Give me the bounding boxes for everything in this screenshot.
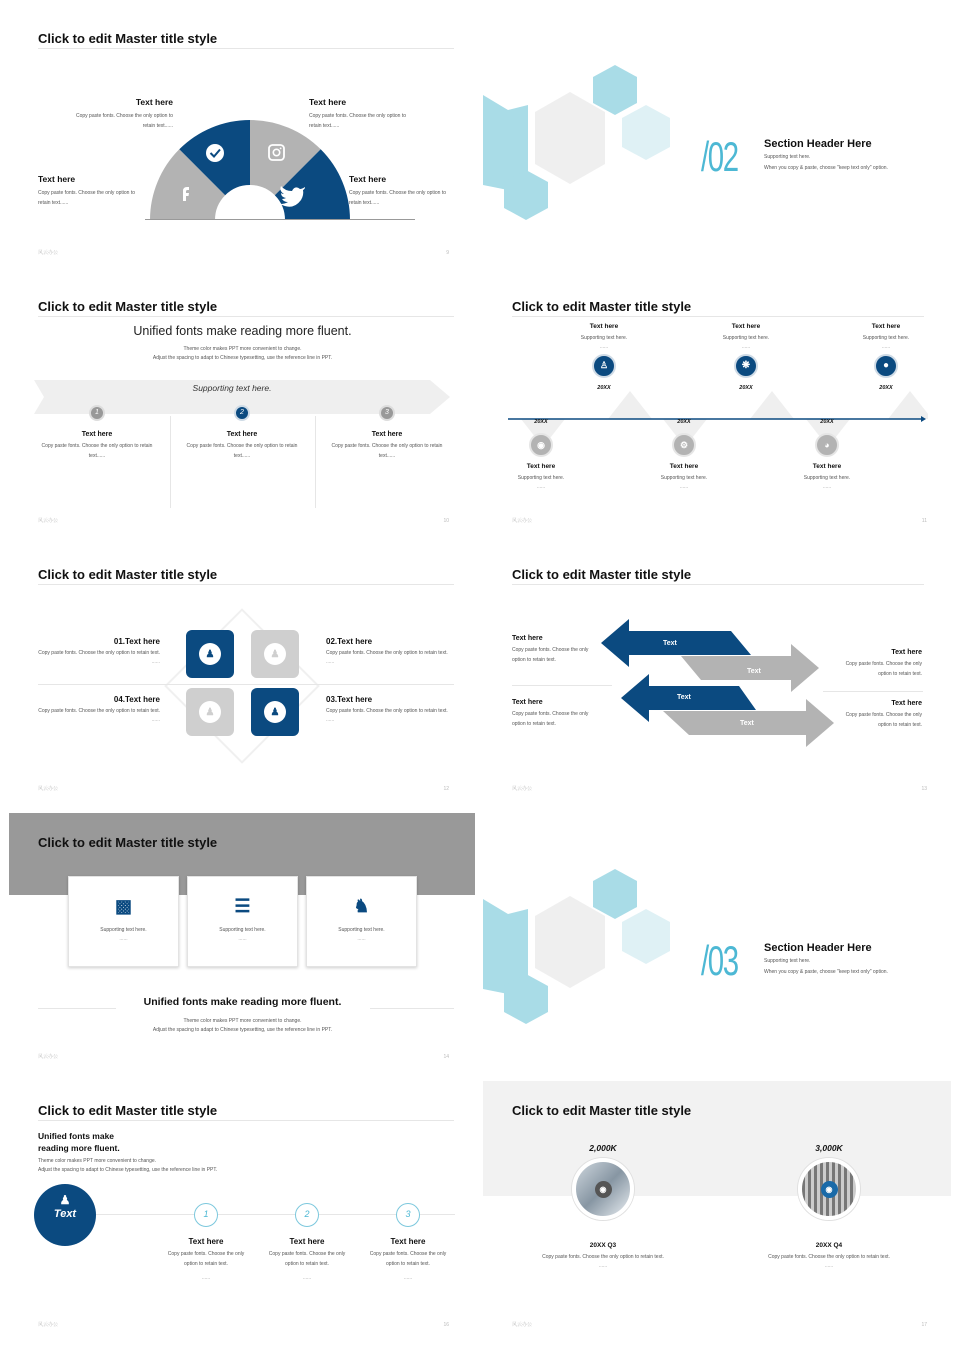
step-desc: Copy paste fonts. Choose the only option to retain text...... [186, 443, 298, 459]
timeline-top-2 [711, 323, 781, 391]
location-pin-icon: ◉ [821, 1181, 838, 1198]
footer-logo: 风云办公 [38, 250, 59, 256]
item-desc: Copy paste fonts. Choose the only option to retain text. [845, 712, 922, 728]
timeline-bottom-2 [649, 419, 719, 490]
page-number: 11 [921, 518, 927, 524]
item-01 [38, 637, 160, 665]
step-number-badge: 1 [89, 405, 105, 421]
item-desc: Copy paste fonts. Choose the only option to retain text. [512, 711, 589, 727]
metric-period: 20XX Q4 [815, 1242, 843, 1249]
hexagon-right [622, 909, 670, 964]
hexagon-center [535, 896, 605, 988]
headline [38, 1130, 120, 1154]
metric-q3 [543, 1143, 663, 1269]
tile-04 [186, 688, 234, 736]
divider [170, 416, 171, 508]
banner-text: Supporting text here. [192, 383, 272, 393]
step-desc: Copy paste fonts. Choose the only option to retain text...... [41, 443, 153, 459]
presenter-icon: ♟ [59, 1193, 71, 1207]
item-top-right [309, 97, 414, 131]
center-divider [38, 684, 454, 685]
item-title: Text here [891, 649, 922, 656]
item-desc: Copy paste fonts. Choose the only option to retain text...... [38, 190, 136, 206]
divider [512, 685, 612, 686]
footer-logo: 风云办公 [38, 518, 59, 524]
item-title: 02.Text here [326, 637, 373, 646]
location-icon: ◉ [529, 433, 553, 457]
person-icon: ♟ [199, 643, 221, 665]
title-divider [512, 584, 924, 585]
hexagon-center [535, 92, 605, 184]
step-dots: ...... [201, 1275, 211, 1281]
item-title: Text here [812, 463, 842, 470]
page-number: 10 [443, 518, 449, 524]
timeline-bottom-3 [792, 419, 862, 490]
item-left-2 [512, 699, 602, 729]
item-desc: Copy paste fonts. Choose the only option to retain text. [845, 661, 922, 677]
subtext-2: Adjust the spacing to adapt to Chinese typesetting, use the reference line in PPT. [152, 355, 333, 361]
item-dots: ...... [151, 658, 160, 665]
page-number: 12 [443, 786, 449, 792]
arrow-label: Text [677, 694, 691, 701]
tile-02 [251, 630, 299, 678]
item-title: Text here [38, 174, 76, 184]
baseline [145, 219, 415, 220]
zigzag-up [750, 391, 794, 419]
timeline-bottom-1 [506, 419, 576, 490]
divider [38, 1008, 116, 1009]
item-dots: ...... [599, 343, 609, 350]
item-dots: ...... [536, 483, 546, 490]
item-bottom-right [349, 174, 454, 208]
subtext-2: Adjust the spacing to adapt to Chinese typesetting, use the reference line in PPT. [38, 1167, 218, 1173]
user-settings-icon: ⚙ [672, 433, 696, 457]
step-title: Text here [188, 1237, 224, 1246]
metric-desc: Copy paste fonts. Choose the only option to retain text. [768, 1254, 890, 1260]
step-number-badge: 2 [295, 1203, 319, 1227]
slide-10 [5, 273, 475, 538]
tile-01 [186, 630, 234, 678]
slide-title: Click to edit Master title style [38, 567, 218, 582]
title-divider [512, 316, 924, 317]
zigzag-up [888, 391, 928, 419]
item-right-1 [833, 649, 922, 679]
title-divider [38, 584, 454, 585]
item-desc: Copy paste fonts. Choose the only option to retain text. [38, 708, 160, 714]
item-title: Text here [871, 323, 901, 330]
item-year: 20XX [534, 419, 548, 425]
item-desc: Copy paste fonts. Choose the only option to retain text. [38, 650, 160, 656]
person-list-icon: ☰ [234, 895, 251, 916]
item-title: Text here [512, 635, 543, 642]
item-desc: Supporting text here. [862, 335, 910, 341]
item-year: 20XX [677, 419, 691, 425]
headline: Unified fonts make reading more fluent. [143, 996, 342, 1008]
item-title: Text here [309, 97, 347, 107]
slide-title: Click to edit Master title style [512, 299, 692, 314]
card-3 [306, 876, 417, 967]
item-desc: Supporting text here. [517, 475, 565, 481]
section-header-02 [483, 5, 953, 270]
card-dots: ...... [238, 935, 247, 942]
slide-9 [5, 5, 475, 270]
slide-13 [483, 541, 953, 806]
card-dots: ...... [357, 935, 366, 942]
section-number: /03 [701, 937, 738, 984]
item-title: Text here [512, 699, 543, 706]
section-sub2: When you copy & paste, choose "keep text only" option. [764, 969, 888, 975]
step-title: Text here [371, 431, 403, 438]
metric-dots: ...... [598, 1262, 608, 1269]
item-desc: Supporting text here. [660, 475, 708, 481]
card-text: Supporting text here. [219, 927, 266, 933]
arrow-label: Text [747, 668, 761, 675]
section-header-03 [483, 809, 953, 1074]
slide-17 [483, 1077, 953, 1342]
headline-line-2: reading more fluent. [38, 1143, 120, 1153]
item-03 [326, 695, 450, 723]
item-title: Text here [669, 463, 699, 470]
title-divider [38, 1120, 454, 1121]
step-desc: Copy paste fonts. Choose the only option to retain text. [167, 1251, 245, 1267]
card-dots: ...... [119, 935, 128, 942]
arrow-label: Text [663, 640, 677, 647]
subtext-2: Adjust the spacing to adapt to Chinese typesetting, use the reference line in PPT. [152, 1027, 333, 1033]
section-title: Section Header Here [764, 942, 872, 954]
org-chart-icon: ▩ [114, 895, 132, 916]
metric-dots: ...... [824, 1262, 834, 1269]
divider [823, 691, 923, 692]
subtext-1: Theme color makes PPT more convenient to change. [183, 1018, 302, 1024]
page-number: 17 [921, 1322, 927, 1328]
page-number: 16 [443, 1322, 449, 1328]
footer-logo: 风云办公 [512, 518, 533, 524]
metric-q4 [769, 1143, 889, 1269]
item-dots: ...... [326, 658, 335, 665]
step-number-badge: 2 [234, 405, 250, 421]
timeline-top-3 [851, 323, 921, 391]
item-desc: Copy paste fonts. Choose the only option to retain text. [512, 647, 589, 663]
item-title: Text here [135, 97, 173, 107]
item-title: 01.Text here [113, 637, 160, 646]
title-divider [38, 316, 454, 317]
slide-title: Click to edit Master title style [512, 1103, 692, 1118]
step-number-badge: 3 [396, 1203, 420, 1227]
building-photo [572, 1158, 634, 1220]
step-3 [365, 1203, 451, 1281]
step-2 [264, 1203, 350, 1281]
card-2 [187, 876, 298, 967]
check-icon [206, 144, 224, 162]
page-number: 9 [446, 250, 449, 256]
hierarchy-icon: ♞ [353, 895, 370, 916]
slide-title: Click to edit Master title style [512, 567, 692, 582]
section-title: Section Header Here [764, 138, 872, 150]
step-2 [179, 405, 305, 461]
item-desc: Copy paste fonts. Choose the only option to retain text. [326, 650, 448, 656]
headline-line-1: Unified fonts make [38, 1131, 115, 1141]
item-right-2 [833, 700, 922, 730]
slide-11 [483, 273, 953, 538]
item-title: Text here [891, 700, 922, 707]
hexagon-top [593, 869, 637, 919]
hexagon-cluster [483, 60, 683, 230]
slide-title: Click to edit Master title style [38, 299, 218, 314]
item-desc: Copy paste fonts. Choose the only option to retain text...... [349, 190, 447, 206]
section-sub1: Supporting text here. [764, 154, 811, 160]
item-year: 20XX [597, 384, 611, 391]
step-title: Text here [289, 1237, 325, 1246]
hexagon-right [622, 105, 670, 160]
text-badge [34, 1184, 96, 1246]
gauge-icon: ◕ [815, 433, 839, 457]
title-divider [38, 48, 454, 49]
section-sub2: When you copy & paste, choose "keep text only" option. [764, 165, 888, 171]
slide-16 [5, 1077, 475, 1342]
divider [370, 1008, 454, 1009]
divider [315, 416, 316, 508]
zigzag-up [608, 391, 652, 419]
globe-icon: ● [874, 354, 898, 378]
card-1 [68, 876, 179, 967]
slide-14 [5, 809, 475, 1074]
tile-03 [251, 688, 299, 736]
timeline-top-1 [569, 323, 639, 391]
item-dots: ...... [151, 716, 160, 723]
item-bottom-left [38, 174, 138, 208]
footer-logo: 风云办公 [38, 1322, 59, 1328]
person-icon: ♟ [199, 701, 221, 723]
item-desc: Supporting text here. [580, 335, 628, 341]
slide-title: Click to edit Master title style [38, 1103, 218, 1118]
slide-title: Click to edit Master title style [38, 835, 218, 850]
step-title: Text here [81, 431, 113, 438]
step-desc: Copy paste fonts. Choose the only option to retain text. [369, 1251, 447, 1267]
hexagon-cluster [483, 864, 683, 1034]
metric-period: 20XX Q3 [589, 1242, 617, 1249]
step-number-badge: 3 [379, 405, 395, 421]
footer-logo: 风云办公 [512, 786, 533, 792]
item-desc: Supporting text here. [722, 335, 770, 341]
arrows-diagram [601, 616, 841, 751]
badge-label: Text [53, 1208, 77, 1220]
page-number: 13 [921, 786, 927, 792]
item-title: Text here [589, 323, 619, 330]
headline: Unified fonts make reading more fluent. [133, 324, 352, 338]
slide-12 [5, 541, 475, 806]
item-dots: ...... [326, 716, 335, 723]
step-1 [163, 1203, 249, 1281]
item-desc: Copy paste fonts. Choose the only option to retain text. [326, 708, 448, 714]
step-3 [324, 405, 450, 461]
subtext-1: Theme color makes PPT more convenient to change. [183, 346, 302, 352]
arrow-label: Text [740, 720, 754, 727]
step-title: Text here [390, 1237, 426, 1246]
subtext-1: Theme color makes PPT more convenient to change. [38, 1158, 157, 1164]
item-desc: Copy paste fonts. Choose the only option to retain text...... [75, 113, 173, 129]
metric-value: 3,000K [815, 1143, 843, 1153]
city-photo [798, 1158, 860, 1220]
footer-logo: 风云办公 [512, 1322, 533, 1328]
section-sub1: Supporting text here. [764, 958, 811, 964]
page-number: 14 [443, 1054, 449, 1060]
footer-logo: 风云办公 [38, 786, 59, 792]
step-title: Text here [226, 431, 258, 438]
item-title: Text here [526, 463, 556, 470]
metric-value: 2,000K [589, 1143, 617, 1153]
step-dots: ...... [403, 1275, 413, 1281]
card-text: Supporting text here. [100, 927, 147, 933]
step-desc: Copy paste fonts. Choose the only option to retain text...... [331, 443, 443, 459]
item-title: Text here [349, 174, 387, 184]
item-dots: ...... [822, 483, 832, 490]
item-04 [38, 695, 160, 723]
item-year: 20XX [820, 419, 834, 425]
item-top-left [65, 97, 173, 131]
item-dots: ...... [741, 343, 751, 350]
item-title: Text here [731, 323, 761, 330]
person-icon: ♟ [264, 643, 286, 665]
item-desc: Supporting text here. [803, 475, 851, 481]
item-title: 04.Text here [113, 695, 160, 704]
card-text: Supporting text here. [338, 927, 385, 933]
item-02 [326, 637, 450, 665]
footer-logo: 风云办公 [38, 1054, 59, 1060]
hexagon-top [593, 65, 637, 115]
item-desc: Copy paste fonts. Choose the only option to retain text...... [309, 113, 407, 129]
item-year: 20XX [739, 384, 753, 391]
item-left-1 [512, 635, 602, 665]
slide-title: Click to edit Master title style [38, 31, 218, 46]
step-number-badge: 1 [194, 1203, 218, 1227]
step-dots: ...... [302, 1275, 312, 1281]
network-icon: ❋ [734, 354, 758, 378]
location-pin-icon: ◉ [595, 1181, 612, 1198]
section-number: /02 [701, 133, 738, 180]
item-title: 03.Text here [326, 695, 373, 704]
step-1 [34, 405, 160, 461]
item-dots: ...... [679, 483, 689, 490]
item-dots: ...... [881, 343, 891, 350]
team-icon: ♙ [592, 354, 616, 378]
person-icon: ♟ [264, 701, 286, 723]
item-year: 20XX [879, 384, 893, 391]
step-desc: Copy paste fonts. Choose the only option to retain text. [268, 1251, 346, 1267]
metric-desc: Copy paste fonts. Choose the only option to retain text. [542, 1254, 664, 1260]
